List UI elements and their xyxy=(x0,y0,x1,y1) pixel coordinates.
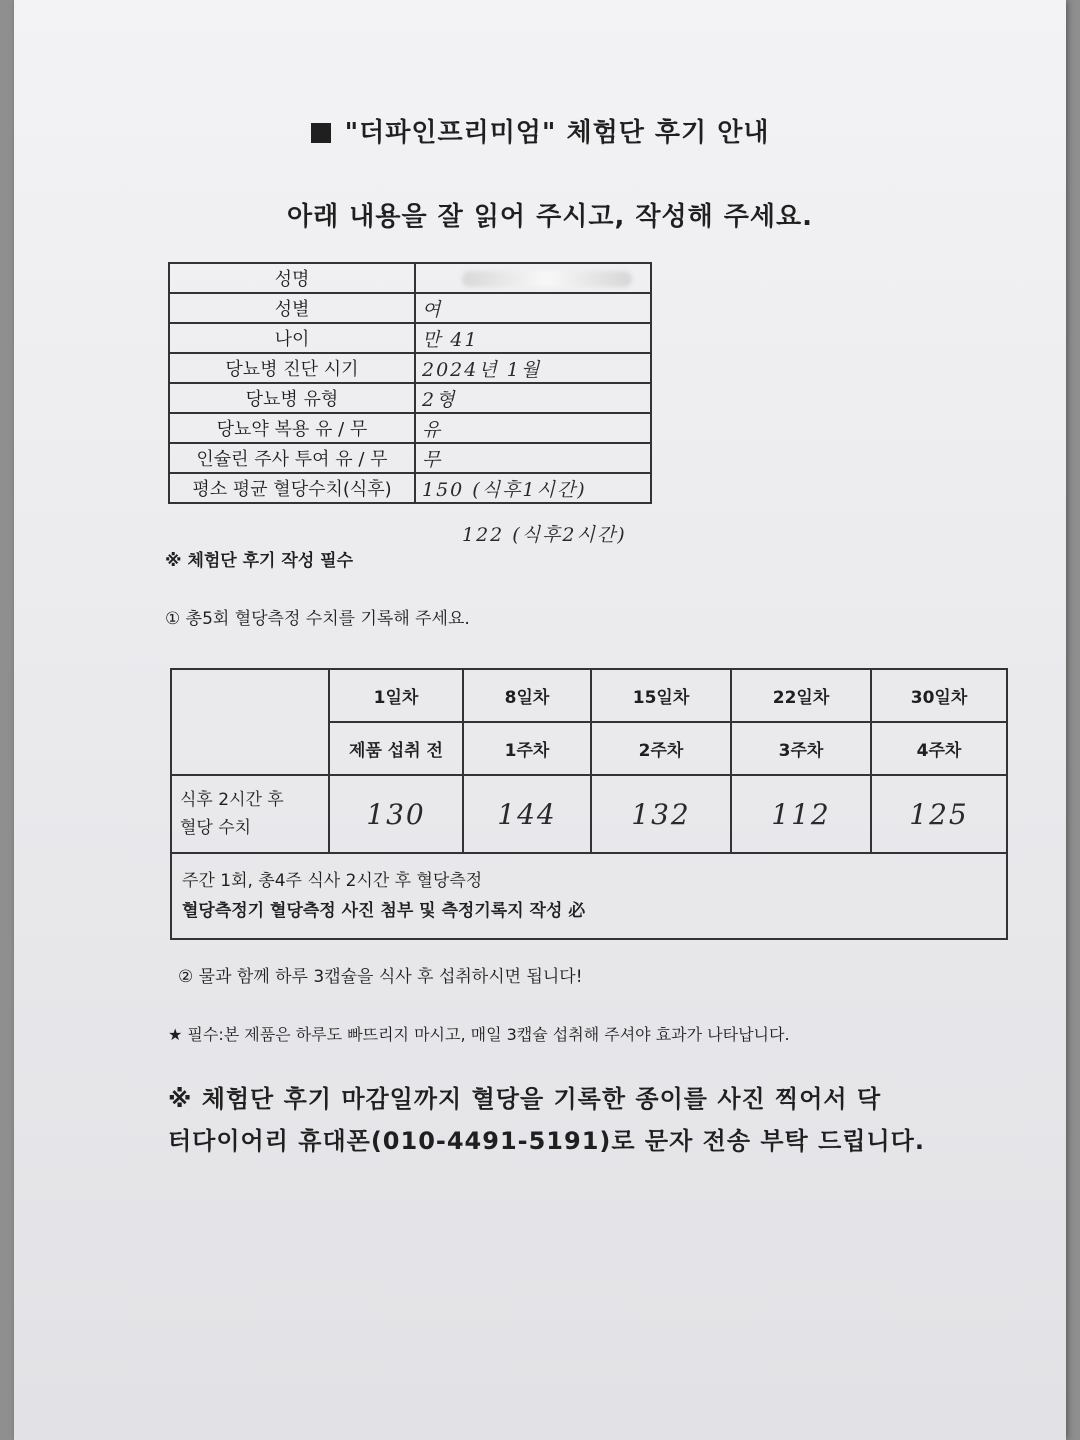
info-label: 성별 xyxy=(169,293,415,323)
black-square-icon xyxy=(311,123,331,143)
step2-instruction: ② 물과 함께 하루 3캡슐을 식사 후 섭취하시면 됩니다! xyxy=(178,967,583,987)
info-value: 만 41 xyxy=(415,323,651,353)
glucose-value: 132 xyxy=(631,797,691,831)
table-row xyxy=(169,293,651,323)
table-row xyxy=(169,263,651,293)
table-row xyxy=(169,443,651,473)
extra-glucose-note: 122 (식후2시간) xyxy=(462,524,627,546)
glucose-value-cell xyxy=(463,775,591,853)
table-row xyxy=(171,775,1007,853)
footer-line1: 주간 1회, 총4주 식사 2시간 후 혈당측정 xyxy=(182,871,483,891)
day-header: 8일차 xyxy=(463,669,591,722)
day-header: 15일차 xyxy=(591,669,731,722)
row-label-line1: 식후 2시간 후 xyxy=(180,790,284,810)
info-value: 무 xyxy=(415,443,651,473)
info-value: 여 xyxy=(415,293,651,323)
name-value-redacted xyxy=(415,263,651,293)
glucose-value-cell xyxy=(731,775,871,853)
glucose-value-cell xyxy=(329,775,463,853)
table-row xyxy=(169,383,651,413)
required-note: ※ 체험단 후기 작성 필수 xyxy=(165,551,353,571)
day-header: 30일차 xyxy=(871,669,1007,722)
week-header: 제품 섭취 전 xyxy=(329,722,463,775)
table-row xyxy=(169,473,651,503)
week-header: 1주차 xyxy=(463,722,591,775)
info-label: 평소 평균 혈당수치(식후) xyxy=(169,473,415,503)
applicant-info-table xyxy=(168,262,652,504)
row-label-line2: 혈당 수치 xyxy=(180,818,252,838)
glucose-value: 112 xyxy=(771,797,831,831)
glucose-value: 130 xyxy=(366,797,426,831)
info-value: 2024년 1월 xyxy=(415,353,651,383)
table-row xyxy=(169,413,651,443)
step1-instruction: ① 총5회 혈당측정 수치를 기록해 주세요. xyxy=(165,609,470,629)
glucose-record-table xyxy=(170,668,1008,940)
glucose-value: 125 xyxy=(909,797,969,831)
day-header: 1일차 xyxy=(329,669,463,722)
document-title: "더파인프리미엄" 체험단 후기 안내 xyxy=(0,112,1080,149)
info-label: 인슐린 주사 투여 유 / 무 xyxy=(169,443,415,473)
info-value: 유 xyxy=(415,413,651,443)
final-notice xyxy=(168,1078,968,1162)
table-footer-note xyxy=(171,853,1007,939)
info-label: 나이 xyxy=(169,323,415,353)
table-row xyxy=(169,323,651,353)
info-value: 2형 xyxy=(415,383,651,413)
week-header: 4주차 xyxy=(871,722,1007,775)
info-value: 150 (식후1시간) xyxy=(415,473,651,503)
table-row xyxy=(171,853,1007,939)
table-row xyxy=(171,669,1007,722)
glucose-value: 144 xyxy=(497,797,557,831)
week-header: 2주차 xyxy=(591,722,731,775)
glucose-value-cell xyxy=(591,775,731,853)
info-label: 당뇨병 유형 xyxy=(169,383,415,413)
info-label: 당뇨병 진단 시기 xyxy=(169,353,415,383)
day-header: 22일차 xyxy=(731,669,871,722)
info-label: 성명 xyxy=(169,263,415,293)
empty-header-cell xyxy=(171,669,329,775)
row-label xyxy=(171,775,329,853)
table-row xyxy=(169,353,651,383)
glucose-value-cell xyxy=(871,775,1007,853)
redaction-mark xyxy=(462,271,632,287)
document-subtitle: 아래 내용을 잘 읽어 주시고, 작성해 주세요. xyxy=(286,202,814,232)
final-line2: 터다이어리 휴대폰(010-4491-5191)로 문자 전송 부탁 드립니다. xyxy=(168,1127,925,1155)
info-label: 당뇨약 복용 유 / 무 xyxy=(169,413,415,443)
footer-line2: 혈당측정기 혈당측정 사진 첨부 및 측정기록지 작성 必 xyxy=(182,901,586,921)
final-line1: ※ 체험단 후기 마감일까지 혈당을 기록한 종이를 사진 찍어서 닥 xyxy=(168,1085,882,1113)
week-header: 3주차 xyxy=(731,722,871,775)
required-star-note: ★ 필수:본 제품은 하루도 빠뜨리지 마시고, 매일 3캡슐 섭취해 주셔야 효과가 나타납니다. xyxy=(168,1025,790,1044)
